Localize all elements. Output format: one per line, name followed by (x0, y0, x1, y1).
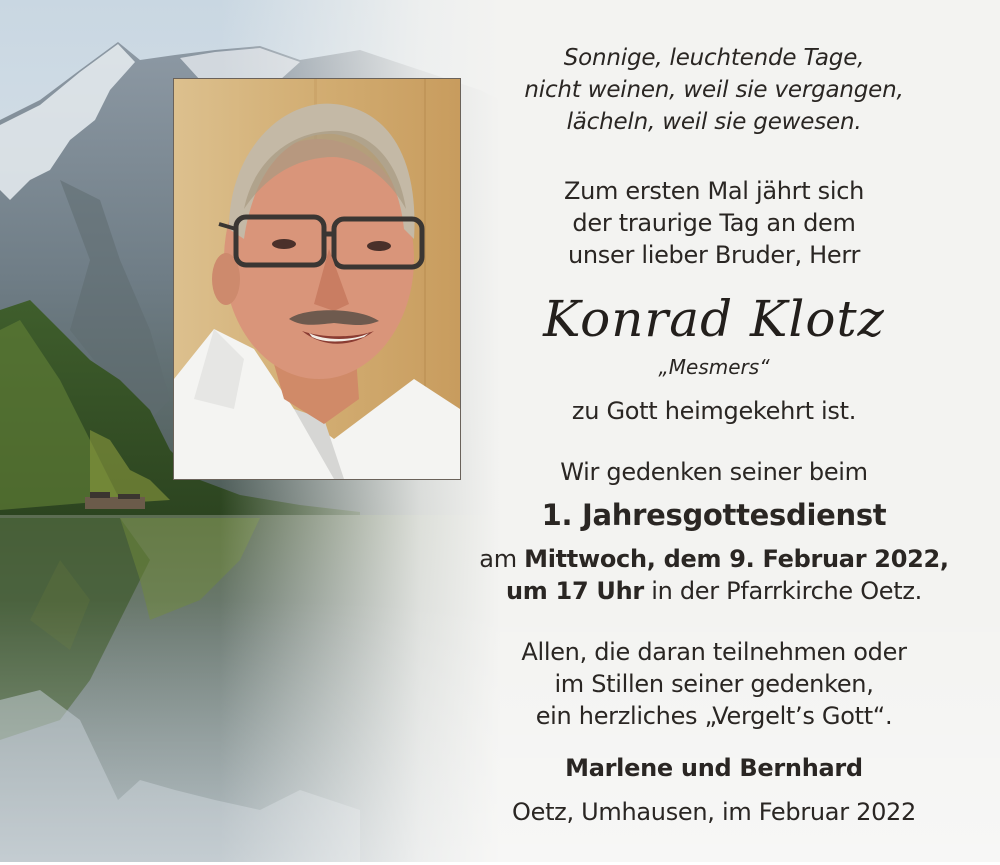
deceased-nickname: „Mesmers“ (658, 355, 770, 379)
remember-line: Wir gedenken seiner beim (560, 458, 868, 486)
deceased-name: Konrad Klotz (543, 290, 885, 348)
poem-line-2: nicht weinen, weil sie vergangen, (524, 77, 904, 103)
place-date: Oetz, Umhausen, im Februar 2022 (512, 798, 916, 826)
poem-line-3: lächeln, weil sie gewesen. (566, 109, 862, 135)
service-location: in der Pfarrkirche Oetz. (643, 577, 922, 605)
intro-line-2: der traurige Tag an dem (572, 209, 856, 237)
service-date-line (440, 543, 988, 575)
thanks-line-2: im Stillen seiner gedenken, (554, 670, 874, 698)
portrait-photo (173, 78, 461, 480)
signature: Marlene und Bernhard (565, 754, 863, 782)
intro-line-3: unser lieber Bruder, Herr (567, 241, 861, 269)
returned-line: zu Gott heimgekehrt ist. (571, 397, 857, 425)
service-title: 1. Jahresgottesdienst (541, 498, 887, 532)
service-time: um 17 Uhr (506, 577, 644, 605)
service-time-line (440, 575, 988, 607)
thanks-line-1: Allen, die daran teilnehmen oder (521, 638, 907, 666)
poem-line-1: Sonnige, leuchtende Tage, (563, 45, 865, 71)
thanks-line-3: ein herzliches „Vergelt’s Gott“. (535, 702, 893, 730)
service-date: Mittwoch, dem 9. Februar 2022, (524, 545, 949, 573)
portrait-illustration (174, 79, 460, 479)
service-date-prefix: am (479, 545, 525, 573)
intro-line-1: Zum ersten Mal jährt sich (563, 177, 865, 205)
